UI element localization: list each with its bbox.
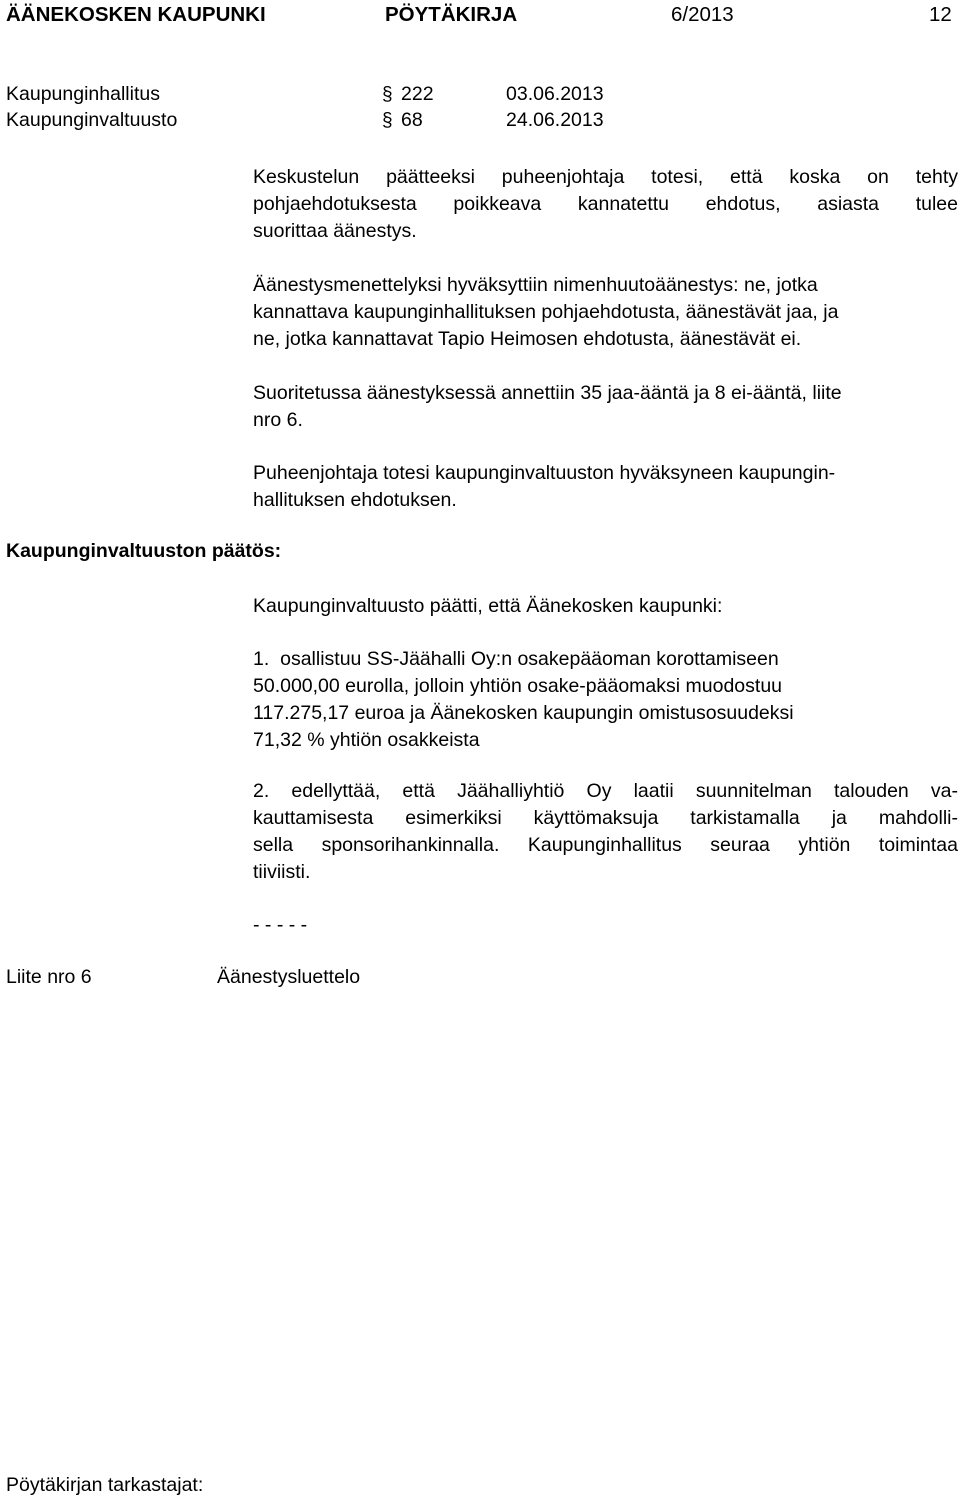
text-line: 117.275,17 euroa ja Äänekosken kaupungin omistusosuudeksi [253,702,794,724]
text-line: Kaupunginvaltuusto päätti, että Äänekosken kaupunki: [253,595,723,617]
text-line: Suoritetussa äänestyksessä annettiin 35 jaa-ääntä ja 8 ei-ääntä, liite [253,382,842,404]
doc-number: 6/2013 [671,3,734,26]
meta-date-2: 24.06.2013 [506,109,604,131]
text-line: pohjaehdotuksesta poikkeava kannatettu ehdotus, asiasta tulee [253,193,958,215]
paragraph-discussion [253,164,958,245]
meta-body-1: Kaupunginhallitus [6,83,160,105]
separator-dashes: - - - - - [253,914,308,936]
text-line: kannattava kaupunginhallituksen pohjaehdotusta, äänestävät jaa, ja [253,301,839,323]
text-line: Puheenjohtaja totesi kaupunginvaltuuston hyväksyneen kaupungin- [253,462,836,484]
meta-body-2: Kaupunginvaltuusto [6,109,178,131]
text-line: suorittaa äänestys. [253,220,417,242]
page-number: 12 [929,3,952,26]
decision-item-1 [253,646,958,754]
decision-intro [253,593,958,620]
section-sign-2: § [382,110,393,131]
paragraph-chair-statement [253,460,958,514]
text-line: Äänestysmenettelyksi hyväksyttiin nimenhuutoäänestys: ne, jotka [253,274,818,296]
attachment-label: Liite nro 6 [6,966,92,988]
paragraph-vote-result [253,380,958,434]
section-sign-1: § [382,84,393,105]
text-line: 1. osallistuu SS-Jäähalli Oy:n osakepääoman korottamiseen [253,648,779,670]
org-name: ÄÄNEKOSKEN KAUPUNKI [6,3,266,26]
text-line: ne, jotka kannattavat Tapio Heimosen ehdotusta, äänestävät ei. [253,328,802,350]
paragraph-voting-method [253,272,958,353]
decision-item-2 [253,778,958,886]
text-line: tiiviisti. [253,861,311,883]
text-line: nro 6. [253,409,303,431]
text-line: kauttamisesta esimerkiksi käyttömaksuja tarkistamalla ja mahdolli- [253,807,958,829]
reviewers-label: Pöytäkirjan tarkastajat: [6,1474,204,1496]
meta-date-1: 03.06.2013 [506,83,604,105]
text-line: hallituksen ehdotuksen. [253,489,457,511]
text-line: 2. edellyttää, että Jäähalliyhtiö Oy laatii suunnitelman talouden va- [253,780,958,802]
meta-num-1: 222 [401,83,434,105]
text-line: Keskustelun päätteeksi puheenjohtaja totesi, että koska on tehty [253,166,958,188]
text-line: 71,32 % yhtiön osakkeista [253,729,480,751]
meta-num-2: 68 [401,109,423,131]
text-line: sella sponsorihankinnalla. Kaupunginhallitus seuraa yhtiön toimintaa [253,834,958,856]
decision-heading: Kaupunginvaltuuston päätös: [6,540,282,562]
doc-type: PÖYTÄKIRJA [385,3,518,26]
attachment-title: Äänestysluettelo [217,966,361,988]
text-line: 50.000,00 eurolla, jolloin yhtiön osake-pääomaksi muodostuu [253,675,783,697]
